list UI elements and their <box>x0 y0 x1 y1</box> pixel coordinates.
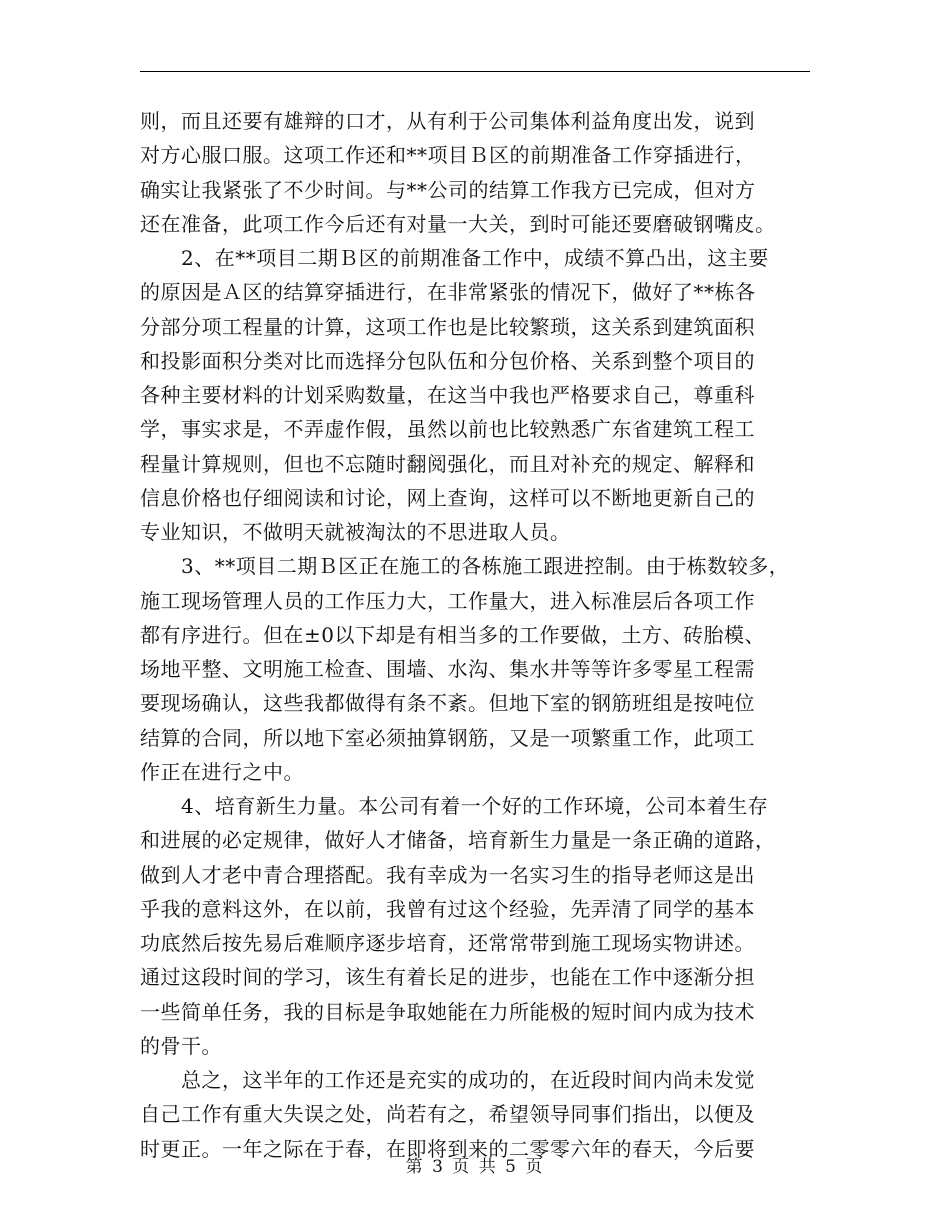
text-line: 3、**项目二期Ｂ区正在施工的各栋施工跟进控制。由于栋数较多， <box>140 554 790 579</box>
header-rule <box>140 71 810 72</box>
text-line: 还在准备，此项工作今后还有对量一大关，到时可能还要磨破钢嘴皮。 <box>140 211 776 236</box>
text-line: 程量计算规则，但也不忘随时翻阅强化，而且对补充的规定、解释和 <box>140 451 755 476</box>
document-body <box>140 104 820 1166</box>
text-line: 要现场确认，这些我都做得有条不紊。但地下室的钢筋班组是按吨位 <box>140 691 755 716</box>
text-line: 则，而且还要有雄辩的口才，从有利于公司集体利益角度出发，说到 <box>140 109 755 133</box>
text-line: 4、培育新生力量。本公司有着一个好的工作环境，公司本着生存 <box>140 794 769 818</box>
text-line: 时更正。一年之际在于春，在即将到来的二零零六年的春天，今后要 <box>140 1136 755 1161</box>
text-line: 对方心服口服。这项工作还和**项目Ｂ区的前期准备工作穿插进行， <box>140 143 756 168</box>
text-line: 通过这段时间的学习，该生有着长足的进步，也能在工作中逐渐分担 <box>140 965 755 990</box>
text-line: 都有序进行。但在±0以下却是有相当多的工作要做，土方、砖胎模、 <box>140 622 765 647</box>
page-number: 第 3 页 共 5 页 <box>405 1157 545 1177</box>
text-line: 和投影面积分类对比而选择分包队伍和分包价格、关系到整个项目的 <box>140 348 755 373</box>
text-line: 各种主要材料的计划采购数量，在这当中我也严格要求自己，尊重科 <box>140 383 755 407</box>
text-line: 作正在进行之中。 <box>140 759 304 784</box>
text-line: 信息价格也仔细阅读和讨论，网上查询，这样可以不断地更新自己的 <box>140 485 755 510</box>
text-line: 的原因是Ａ区的结算穿插进行，在非常紧张的情况下，做好了**栋各 <box>140 280 756 305</box>
text-line: 专业知识，不做明天就被淘汰的不思进取人员。 <box>140 520 571 544</box>
text-line: 乎我的意料这外，在以前，我曾有过这个经验，先弄清了同学的基本 <box>140 896 755 921</box>
text-line: 做到人才老中青合理搭配。我有幸成为一名实习生的指导老师这是出 <box>140 862 755 887</box>
text-line: 自己工作有重大失误之处，尚若有之，希望领导同事们指出，以便及 <box>140 1102 755 1127</box>
text-line: 分部分项工程量的计算，这项工作也是比较繁琐，这关系到建筑面积 <box>140 314 755 339</box>
text-line: 和进展的必定规律，做好人才储备，培育新生力量是一条正确的道路， <box>140 828 776 853</box>
text-line: 确实让我紧张了不少时间。与**公司的结算工作我方已完成，但对方 <box>140 177 756 202</box>
text-line: 场地平整、文明施工检查、围墙、水沟、集水井等等许多零星工程需 <box>140 657 755 681</box>
text-line: 学，事实求是，不弄虚作假，虽然以前也比较熟悉广东省建筑工程工 <box>140 417 755 442</box>
text-line: 结算的合同，所以地下室必须抽算钢筋，又是一项繁重工作，此项工 <box>140 725 755 750</box>
text-line: 的骨干。 <box>140 1033 222 1058</box>
text-line: 总之，这半年的工作还是充实的成功的，在近段时间内尚未发觉 <box>140 1068 755 1092</box>
text-line: 施工现场管理人员的工作压力大，工作量大，进入标准层后各项工作 <box>140 588 755 613</box>
text-line: 一些简单任务，我的目标是争取她能在力所能极的短时间内成为技术 <box>140 999 755 1024</box>
text-line: 2、在**项目二期Ｂ区的前期准备工作中，成绩不算凸出，这主要 <box>140 246 769 270</box>
text-line: 功底然后按先易后难顺序逐步培育，还常常带到施工现场实物讲述。 <box>140 931 755 955</box>
